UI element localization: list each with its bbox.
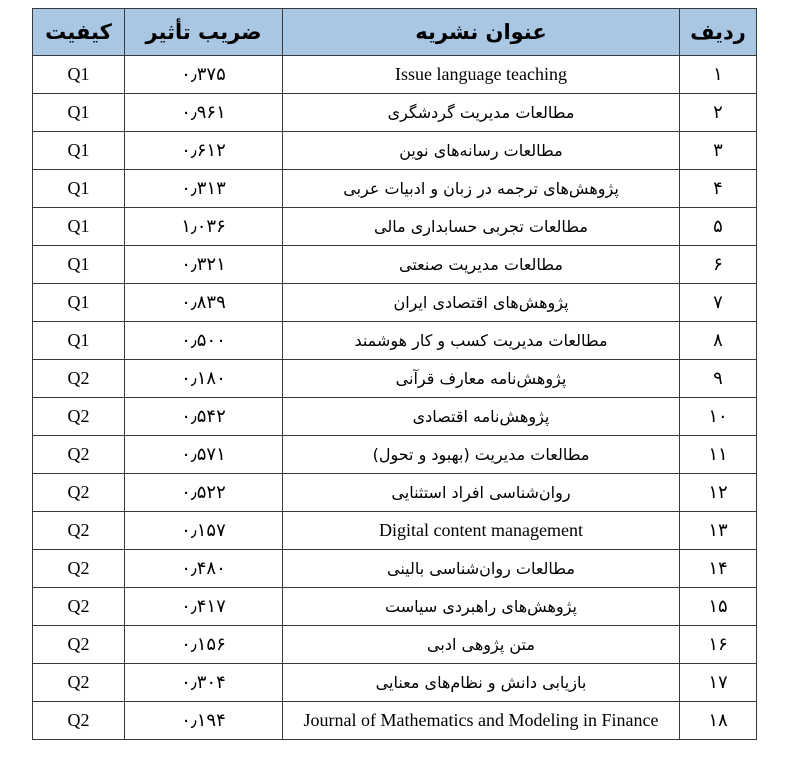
cell-row-number: ۳ xyxy=(680,132,757,170)
cell-impact-factor: ۰٫۵۴۲ xyxy=(125,398,283,436)
cell-journal-title: Digital content management xyxy=(283,512,680,550)
table-row xyxy=(33,246,757,284)
cell-journal-title: مطالعات مدیریت (بهبود و تحول) xyxy=(283,436,680,474)
cell-journal-title: مطالعات تجربی حسابداری مالی xyxy=(283,208,680,246)
cell-quality-rank: Q2 xyxy=(33,702,125,740)
cell-impact-factor: ۰٫۶۱۲ xyxy=(125,132,283,170)
cell-impact-factor: ۰٫۵۰۰ xyxy=(125,322,283,360)
cell-journal-title: پژوهش‌نامه معارف قرآنی xyxy=(283,360,680,398)
table-row xyxy=(33,474,757,512)
cell-impact-factor: ۰٫۱۵۷ xyxy=(125,512,283,550)
cell-row-number: ۵ xyxy=(680,208,757,246)
cell-quality-rank: Q1 xyxy=(33,284,125,322)
table-row xyxy=(33,702,757,740)
cell-row-number: ۴ xyxy=(680,170,757,208)
column-header-quality: کیفیت xyxy=(33,9,125,56)
cell-row-number: ۶ xyxy=(680,246,757,284)
cell-row-number: ۱ xyxy=(680,56,757,94)
cell-row-number: ۱۴ xyxy=(680,550,757,588)
cell-journal-title: بازیابی دانش و نظام‌های معنایی xyxy=(283,664,680,702)
cell-quality-rank: Q1 xyxy=(33,170,125,208)
table-row xyxy=(33,322,757,360)
cell-quality-rank: Q2 xyxy=(33,664,125,702)
cell-journal-title: مطالعات مدیریت صنعتی xyxy=(283,246,680,284)
cell-journal-title: پژوهش‌نامه اقتصادی xyxy=(283,398,680,436)
cell-impact-factor: ۰٫۳۰۴ xyxy=(125,664,283,702)
cell-row-number: ۱۸ xyxy=(680,702,757,740)
column-header-radif: ردیف xyxy=(680,9,757,56)
cell-quality-rank: Q1 xyxy=(33,322,125,360)
table-row xyxy=(33,512,757,550)
cell-row-number: ۱۳ xyxy=(680,512,757,550)
table-row xyxy=(33,588,757,626)
cell-impact-factor: ۰٫۳۱۳ xyxy=(125,170,283,208)
cell-impact-factor: ۰٫۸۳۹ xyxy=(125,284,283,322)
cell-quality-rank: Q2 xyxy=(33,512,125,550)
cell-quality-rank: Q1 xyxy=(33,94,125,132)
cell-impact-factor: ۰٫۹۶۱ xyxy=(125,94,283,132)
table-row xyxy=(33,170,757,208)
cell-impact-factor: ۰٫۱۸۰ xyxy=(125,360,283,398)
cell-impact-factor: ۰٫۱۵۶ xyxy=(125,626,283,664)
cell-quality-rank: Q2 xyxy=(33,550,125,588)
cell-journal-title: Issue language teaching xyxy=(283,56,680,94)
table-row xyxy=(33,284,757,322)
cell-impact-factor: ۰٫۳۷۵ xyxy=(125,56,283,94)
cell-quality-rank: Q2 xyxy=(33,474,125,512)
cell-quality-rank: Q2 xyxy=(33,588,125,626)
cell-quality-rank: Q2 xyxy=(33,436,125,474)
table-row xyxy=(33,550,757,588)
cell-quality-rank: Q2 xyxy=(33,398,125,436)
cell-journal-title: روان‌شناسی افراد استثنایی xyxy=(283,474,680,512)
column-header-title: عنوان نشریه xyxy=(283,9,680,56)
table-row xyxy=(33,360,757,398)
cell-journal-title: مطالعات روان‌شناسی بالینی xyxy=(283,550,680,588)
cell-journal-title: پژوهش‌های راهبردی سیاست xyxy=(283,588,680,626)
table-row xyxy=(33,436,757,474)
cell-impact-factor: ۰٫۱۹۴ xyxy=(125,702,283,740)
cell-journal-title: مطالعات مدیریت کسب و کار هوشمند xyxy=(283,322,680,360)
cell-journal-title: متن پژوهی ادبی xyxy=(283,626,680,664)
cell-journal-title: مطالعات مدیریت گردشگری xyxy=(283,94,680,132)
cell-impact-factor: ۰٫۳۲۱ xyxy=(125,246,283,284)
cell-journal-title: پژوهش‌های اقتصادی ایران xyxy=(283,284,680,322)
cell-row-number: ۱۵ xyxy=(680,588,757,626)
cell-impact-factor: ۰٫۵۲۲ xyxy=(125,474,283,512)
cell-row-number: ۷ xyxy=(680,284,757,322)
cell-journal-title: پژوهش‌های ترجمه در زبان و ادبیات عربی xyxy=(283,170,680,208)
cell-impact-factor: ۰٫۴۸۰ xyxy=(125,550,283,588)
journals-table xyxy=(32,8,757,740)
journals-table-container xyxy=(33,8,757,740)
cell-impact-factor: ۰٫۵۷۱ xyxy=(125,436,283,474)
cell-row-number: ۱۲ xyxy=(680,474,757,512)
cell-row-number: ۱۰ xyxy=(680,398,757,436)
cell-row-number: ۸ xyxy=(680,322,757,360)
table-header xyxy=(33,9,757,56)
cell-impact-factor: ۱٫۰۳۶ xyxy=(125,208,283,246)
cell-journal-title: مطالعات رسانه‌های نوین xyxy=(283,132,680,170)
table-row xyxy=(33,398,757,436)
cell-quality-rank: Q1 xyxy=(33,132,125,170)
table-row xyxy=(33,208,757,246)
cell-quality-rank: Q1 xyxy=(33,56,125,94)
cell-row-number: ۱۷ xyxy=(680,664,757,702)
cell-quality-rank: Q1 xyxy=(33,208,125,246)
cell-quality-rank: Q2 xyxy=(33,360,125,398)
table-row xyxy=(33,626,757,664)
column-header-impact: ضریب تأثیر xyxy=(125,9,283,56)
table-row xyxy=(33,56,757,94)
cell-journal-title: Journal of Mathematics and Modeling in Finance xyxy=(283,702,680,740)
cell-row-number: ۹ xyxy=(680,360,757,398)
header-row xyxy=(33,9,757,56)
table-body xyxy=(33,56,757,740)
cell-row-number: ۱۱ xyxy=(680,436,757,474)
cell-row-number: ۲ xyxy=(680,94,757,132)
cell-quality-rank: Q2 xyxy=(33,626,125,664)
table-row xyxy=(33,664,757,702)
table-row xyxy=(33,132,757,170)
cell-quality-rank: Q1 xyxy=(33,246,125,284)
cell-row-number: ۱۶ xyxy=(680,626,757,664)
cell-impact-factor: ۰٫۴۱۷ xyxy=(125,588,283,626)
table-row xyxy=(33,94,757,132)
